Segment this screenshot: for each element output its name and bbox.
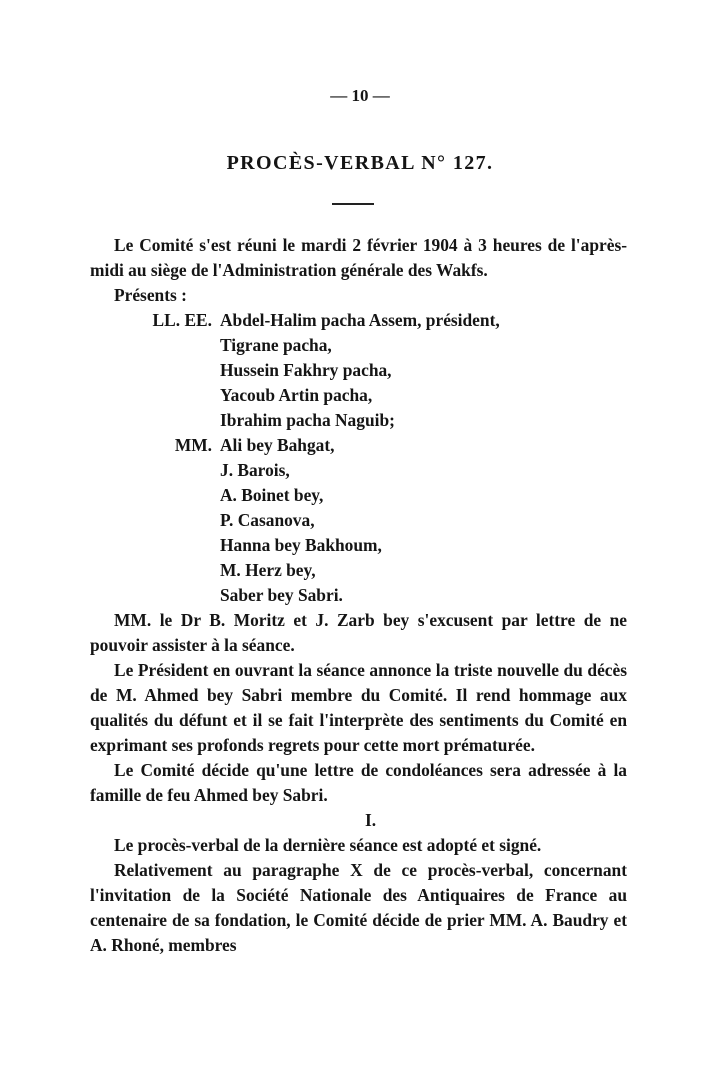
page-title: PROCÈS-VERBAL N° 127. <box>226 152 494 174</box>
attendee-row <box>90 533 627 558</box>
presents-label: Présents : <box>114 285 187 305</box>
attendee-title <box>90 333 220 358</box>
page-number: — 10 — <box>330 86 390 105</box>
attendee-title <box>90 358 220 383</box>
attendee-row <box>90 358 627 383</box>
attendee-row <box>90 458 627 483</box>
condolences-paragraph: Le Comité décide qu'une lettre de condoléances sera adressée à la famille de feu Ahmed bey Sabri. <box>90 760 627 805</box>
section-number: I. <box>364 810 377 830</box>
attendee-name: J. Barois, <box>220 460 290 480</box>
attendee-name: Hussein Fakhry pacha, <box>220 360 392 380</box>
attendee-name: M. Herz bey, <box>220 560 316 580</box>
title-divider <box>332 203 374 205</box>
opening-paragraph: Le Comité s'est réuni le mardi 2 février 1904 à 3 heures de l'après-midi au siège de l'Administration générale des Wakfs. <box>90 235 627 280</box>
attendee-title <box>90 383 220 408</box>
attendee-title: MM. <box>174 435 212 455</box>
attendee-row <box>90 383 627 408</box>
attendee-title <box>90 458 220 483</box>
attendee-name: Saber bey Sabri. <box>220 585 343 605</box>
attendee-name: Yacoub Artin pacha, <box>220 385 373 405</box>
adoption-paragraph: Le procès-verbal de la dernière séance est adopté et signé. <box>114 835 542 855</box>
attendee-title <box>90 533 220 558</box>
death-announcement-paragraph: Le Président en ouvrant la séance annonce la triste nouvelle du décès de M. Ahmed bey Sabri membre du Comité. Il rend hommage aux qualités du défunt et il se fait l'interprète des sentiments du Comité en exprimant ses profonds regrets pour cette mort prématurée. <box>90 660 627 755</box>
attendee-row <box>90 483 627 508</box>
attendee-name: Hanna bey Bakhoum, <box>220 535 382 555</box>
excuses-paragraph: MM. le Dr B. Moritz et J. Zarb bey s'excusent par lettre de ne pouvoir assister à la séance. <box>90 610 627 655</box>
attendee-row <box>90 583 627 608</box>
attendee-row <box>90 508 627 533</box>
attendee-row <box>90 408 627 433</box>
attendee-row <box>90 333 627 358</box>
attendee-name: P. Casanova, <box>220 510 315 530</box>
attendee-title <box>90 508 220 533</box>
attendee-title <box>90 583 220 608</box>
attendee-list <box>90 308 627 608</box>
invitation-paragraph: Relativement au paragraphe X de ce procès-verbal, concernant l'invitation de la Société Nationale des Antiquaires de France au centenaire de sa fondation, le Comité décide de prier MM. A. Baudry et A. Rhoné, membres <box>90 860 627 955</box>
attendee-name: Tigrane pacha, <box>220 335 332 355</box>
attendee-row <box>90 558 627 583</box>
attendee-title: LL. EE. <box>152 310 212 330</box>
attendee-title <box>90 483 220 508</box>
attendee-title <box>90 558 220 583</box>
attendee-name: Ibrahim pacha Naguib; <box>220 410 395 430</box>
document-body <box>90 233 627 958</box>
attendee-name: A. Boinet bey, <box>220 485 324 505</box>
attendee-row <box>90 308 627 333</box>
attendee-name: Abdel-Halim pacha Assem, président, <box>220 310 500 330</box>
attendee-name: Ali bey Bahgat, <box>220 435 335 455</box>
attendee-row <box>90 433 627 458</box>
attendee-title <box>90 408 220 433</box>
